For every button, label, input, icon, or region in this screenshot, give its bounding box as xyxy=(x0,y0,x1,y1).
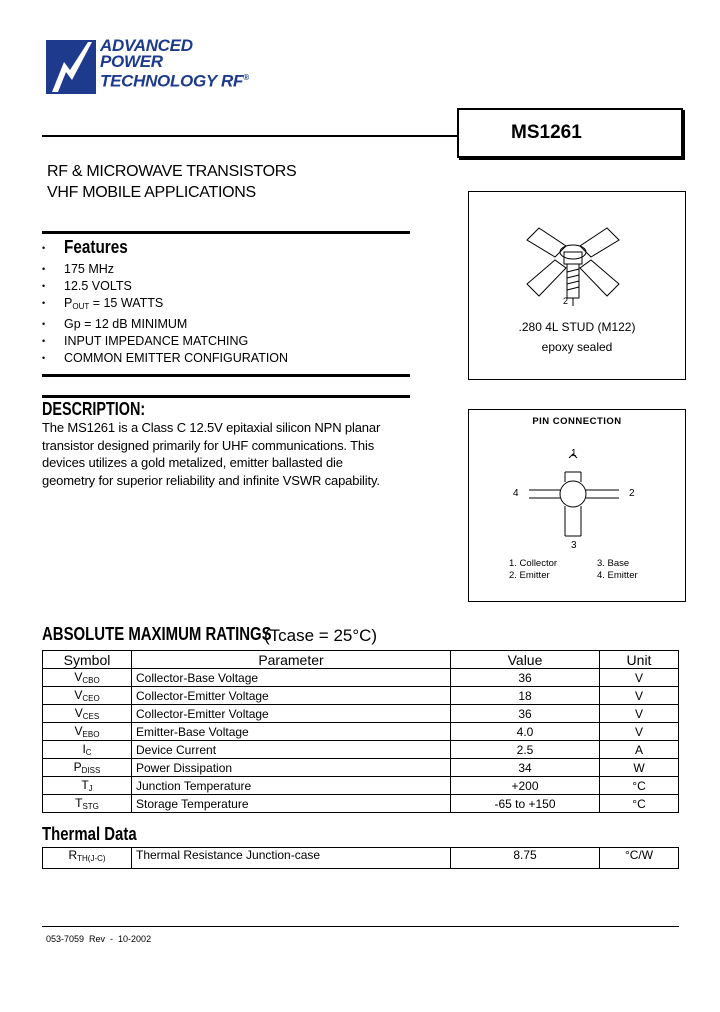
thermal-title: Thermal Data xyxy=(42,824,137,844)
unit-cell: V xyxy=(600,669,679,687)
thermal-value: 8.75 xyxy=(451,848,600,869)
bullet: • xyxy=(42,335,46,346)
col-unit: Unit xyxy=(600,651,679,669)
bullet: • xyxy=(42,264,46,274)
logo-mark-icon xyxy=(42,36,98,98)
subtitle-line-1: RF & MICROWAVE TRANSISTORS xyxy=(47,163,297,180)
part-number: MS1261 xyxy=(511,122,582,143)
logo-line-1: ADVANCED xyxy=(100,36,193,55)
ratings-row xyxy=(43,723,679,741)
feature-text-pre: P xyxy=(64,296,73,311)
description-section xyxy=(42,398,442,489)
pin-label-1: 1 xyxy=(571,448,577,459)
unit-cell: °C xyxy=(600,795,679,813)
thermal-parameter: Thermal Resistance Junction-case xyxy=(132,848,451,869)
feature-text: INPUT IMPEDANCE MATCHING xyxy=(64,333,249,348)
pin-legend-item: 3. Base xyxy=(597,558,630,569)
thermal-unit: °C/W xyxy=(600,848,679,869)
ratings-row xyxy=(43,705,679,723)
parameter-cell: Collector-Base Voltage xyxy=(132,669,451,687)
features-rule-bottom xyxy=(42,374,410,377)
value-cell: 36 xyxy=(451,705,600,723)
feature-item xyxy=(42,278,288,295)
thermal-table xyxy=(42,847,679,869)
company-logo xyxy=(42,36,282,100)
package-note: epoxy sealed xyxy=(541,340,613,354)
pin-label-3: 3 xyxy=(571,540,577,551)
features-list xyxy=(42,261,288,367)
pin-connection-title: PIN CONNECTION xyxy=(532,416,622,427)
package-drawing-icon xyxy=(469,202,685,322)
parameter-cell: Collector-Emitter Voltage xyxy=(132,705,451,723)
description-line: devices utilizes a gold metalized, emitter ballasted die xyxy=(42,455,343,470)
parameter-cell: Device Current xyxy=(132,741,451,759)
pin-label-2: 2 xyxy=(629,488,635,499)
features-section xyxy=(42,237,288,367)
ratings-row xyxy=(43,741,679,759)
unit-cell: A xyxy=(600,741,679,759)
symbol-cell: $T_{STG}$ xyxy=(43,795,132,813)
feature-item xyxy=(42,295,288,315)
symbol-cell: $P_{DISS}$ xyxy=(43,759,132,777)
parameter-cell: Junction Temperature xyxy=(132,777,451,795)
description-line: transistor designed primarily for UHF communications. This xyxy=(42,437,375,453)
symbol-cell: $V_{CES}$ xyxy=(43,705,132,723)
parameter-cell: Power Dissipation xyxy=(132,759,451,777)
ratings-title-bold: ABSOLUTE MAXIMUM RATINGS xyxy=(42,624,272,644)
ratings-title xyxy=(42,624,378,645)
feature-text: COMMON EMITTER CONFIGURATION xyxy=(64,351,289,366)
unit-cell: V xyxy=(600,723,679,741)
description-title: DESCRIPTION: xyxy=(42,399,146,419)
symbol-cell: $T_J$ xyxy=(43,777,132,795)
bullet: • xyxy=(42,281,46,292)
pin-legend-item: 2. Emitter xyxy=(509,570,550,581)
feature-text: 175 MHz xyxy=(64,262,115,276)
logo-registered: ® xyxy=(243,73,249,82)
feature-text-sub: OUT xyxy=(72,302,90,312)
unit-cell: °C xyxy=(600,777,679,795)
description-line: The MS1261 is a Class C 12.5V epitaxial silicon NPN planar xyxy=(42,420,381,435)
ratings-title-condition: (Tcase = 25°C) xyxy=(264,626,378,645)
feature-item xyxy=(42,350,288,367)
parameter-cell: Storage Temperature xyxy=(132,795,451,813)
unit-cell: W xyxy=(600,759,679,777)
thermal-row xyxy=(43,848,679,869)
description-line: geometry for superior reliability and infinite VSWR capability. xyxy=(42,472,380,488)
logo-line-3: TECHNOLOGY RF xyxy=(100,71,244,91)
bullet: • xyxy=(42,243,46,253)
feature-text: 12.5 VOLTS xyxy=(64,279,132,294)
col-parameter: Parameter xyxy=(132,651,451,669)
part-number-box xyxy=(457,108,683,158)
ratings-row xyxy=(43,759,679,777)
value-cell: 36 xyxy=(451,669,600,687)
feature-item xyxy=(42,316,288,333)
value-cell: +200 xyxy=(451,777,600,795)
bullet: • xyxy=(42,318,46,329)
symbol-cell: $V_{EBO}$ xyxy=(43,723,132,741)
value-cell: 4.0 xyxy=(451,723,600,741)
features-rule-top xyxy=(42,231,410,234)
features-title: Features xyxy=(64,237,128,257)
col-symbol: Symbol xyxy=(43,651,132,669)
thermal-title-wrap xyxy=(42,824,156,845)
pin-connection-box xyxy=(468,409,686,602)
symbol-cell: $I_C$ xyxy=(43,741,132,759)
package-lead-label: 2 xyxy=(563,296,569,306)
col-value: Value xyxy=(451,651,600,669)
bullet: • xyxy=(42,298,46,309)
pin-diagram-icon xyxy=(469,432,685,552)
value-cell: 2.5 xyxy=(451,741,600,759)
pin-legend-item: 1. Collector xyxy=(509,558,558,569)
parameter-cell: Collector-Emitter Voltage xyxy=(132,687,451,705)
unit-cell: V xyxy=(600,687,679,705)
footer-rule xyxy=(42,926,679,927)
parameter-cell: Emitter-Base Voltage xyxy=(132,723,451,741)
footer-doc-number: 053-7059 Rev - 10-2002 xyxy=(46,934,152,944)
pin-legend xyxy=(509,558,669,582)
package-name: .280 4L STUD (M122) xyxy=(518,320,636,334)
unit-cell: V xyxy=(600,705,679,723)
feature-item xyxy=(42,333,288,350)
ratings-row xyxy=(43,687,679,705)
symbol-cell: $V_{CEO}$ xyxy=(43,687,132,705)
feature-text-post: = 15 WATTS xyxy=(89,296,164,311)
ratings-header-row xyxy=(43,651,679,669)
package-box xyxy=(468,191,686,380)
ratings-row xyxy=(43,795,679,813)
bullet: • xyxy=(42,353,46,364)
value-cell: 34 xyxy=(451,759,600,777)
pin-legend-item: 4. Emitter xyxy=(597,570,638,581)
description-text xyxy=(42,419,442,489)
feature-item xyxy=(42,261,288,278)
value-cell: -65 to +150 xyxy=(451,795,600,813)
ratings-row xyxy=(43,777,679,795)
pin-label-4: 4 xyxy=(513,488,519,499)
subtitle xyxy=(47,161,296,203)
ratings-row xyxy=(43,669,679,687)
feature-text: Gp = 12 dB MINIMUM xyxy=(64,316,188,331)
symbol-cell: $V_{CBO}$ xyxy=(43,669,132,687)
subtitle-line-2: VHF MOBILE APPLICATIONS xyxy=(47,184,256,201)
value-cell: 18 xyxy=(451,687,600,705)
ratings-table xyxy=(42,650,679,813)
header-rule xyxy=(42,135,458,137)
logo-line-2: POWER xyxy=(100,52,163,71)
thermal-symbol: $R_{TH(J-C)}$ xyxy=(43,848,132,869)
